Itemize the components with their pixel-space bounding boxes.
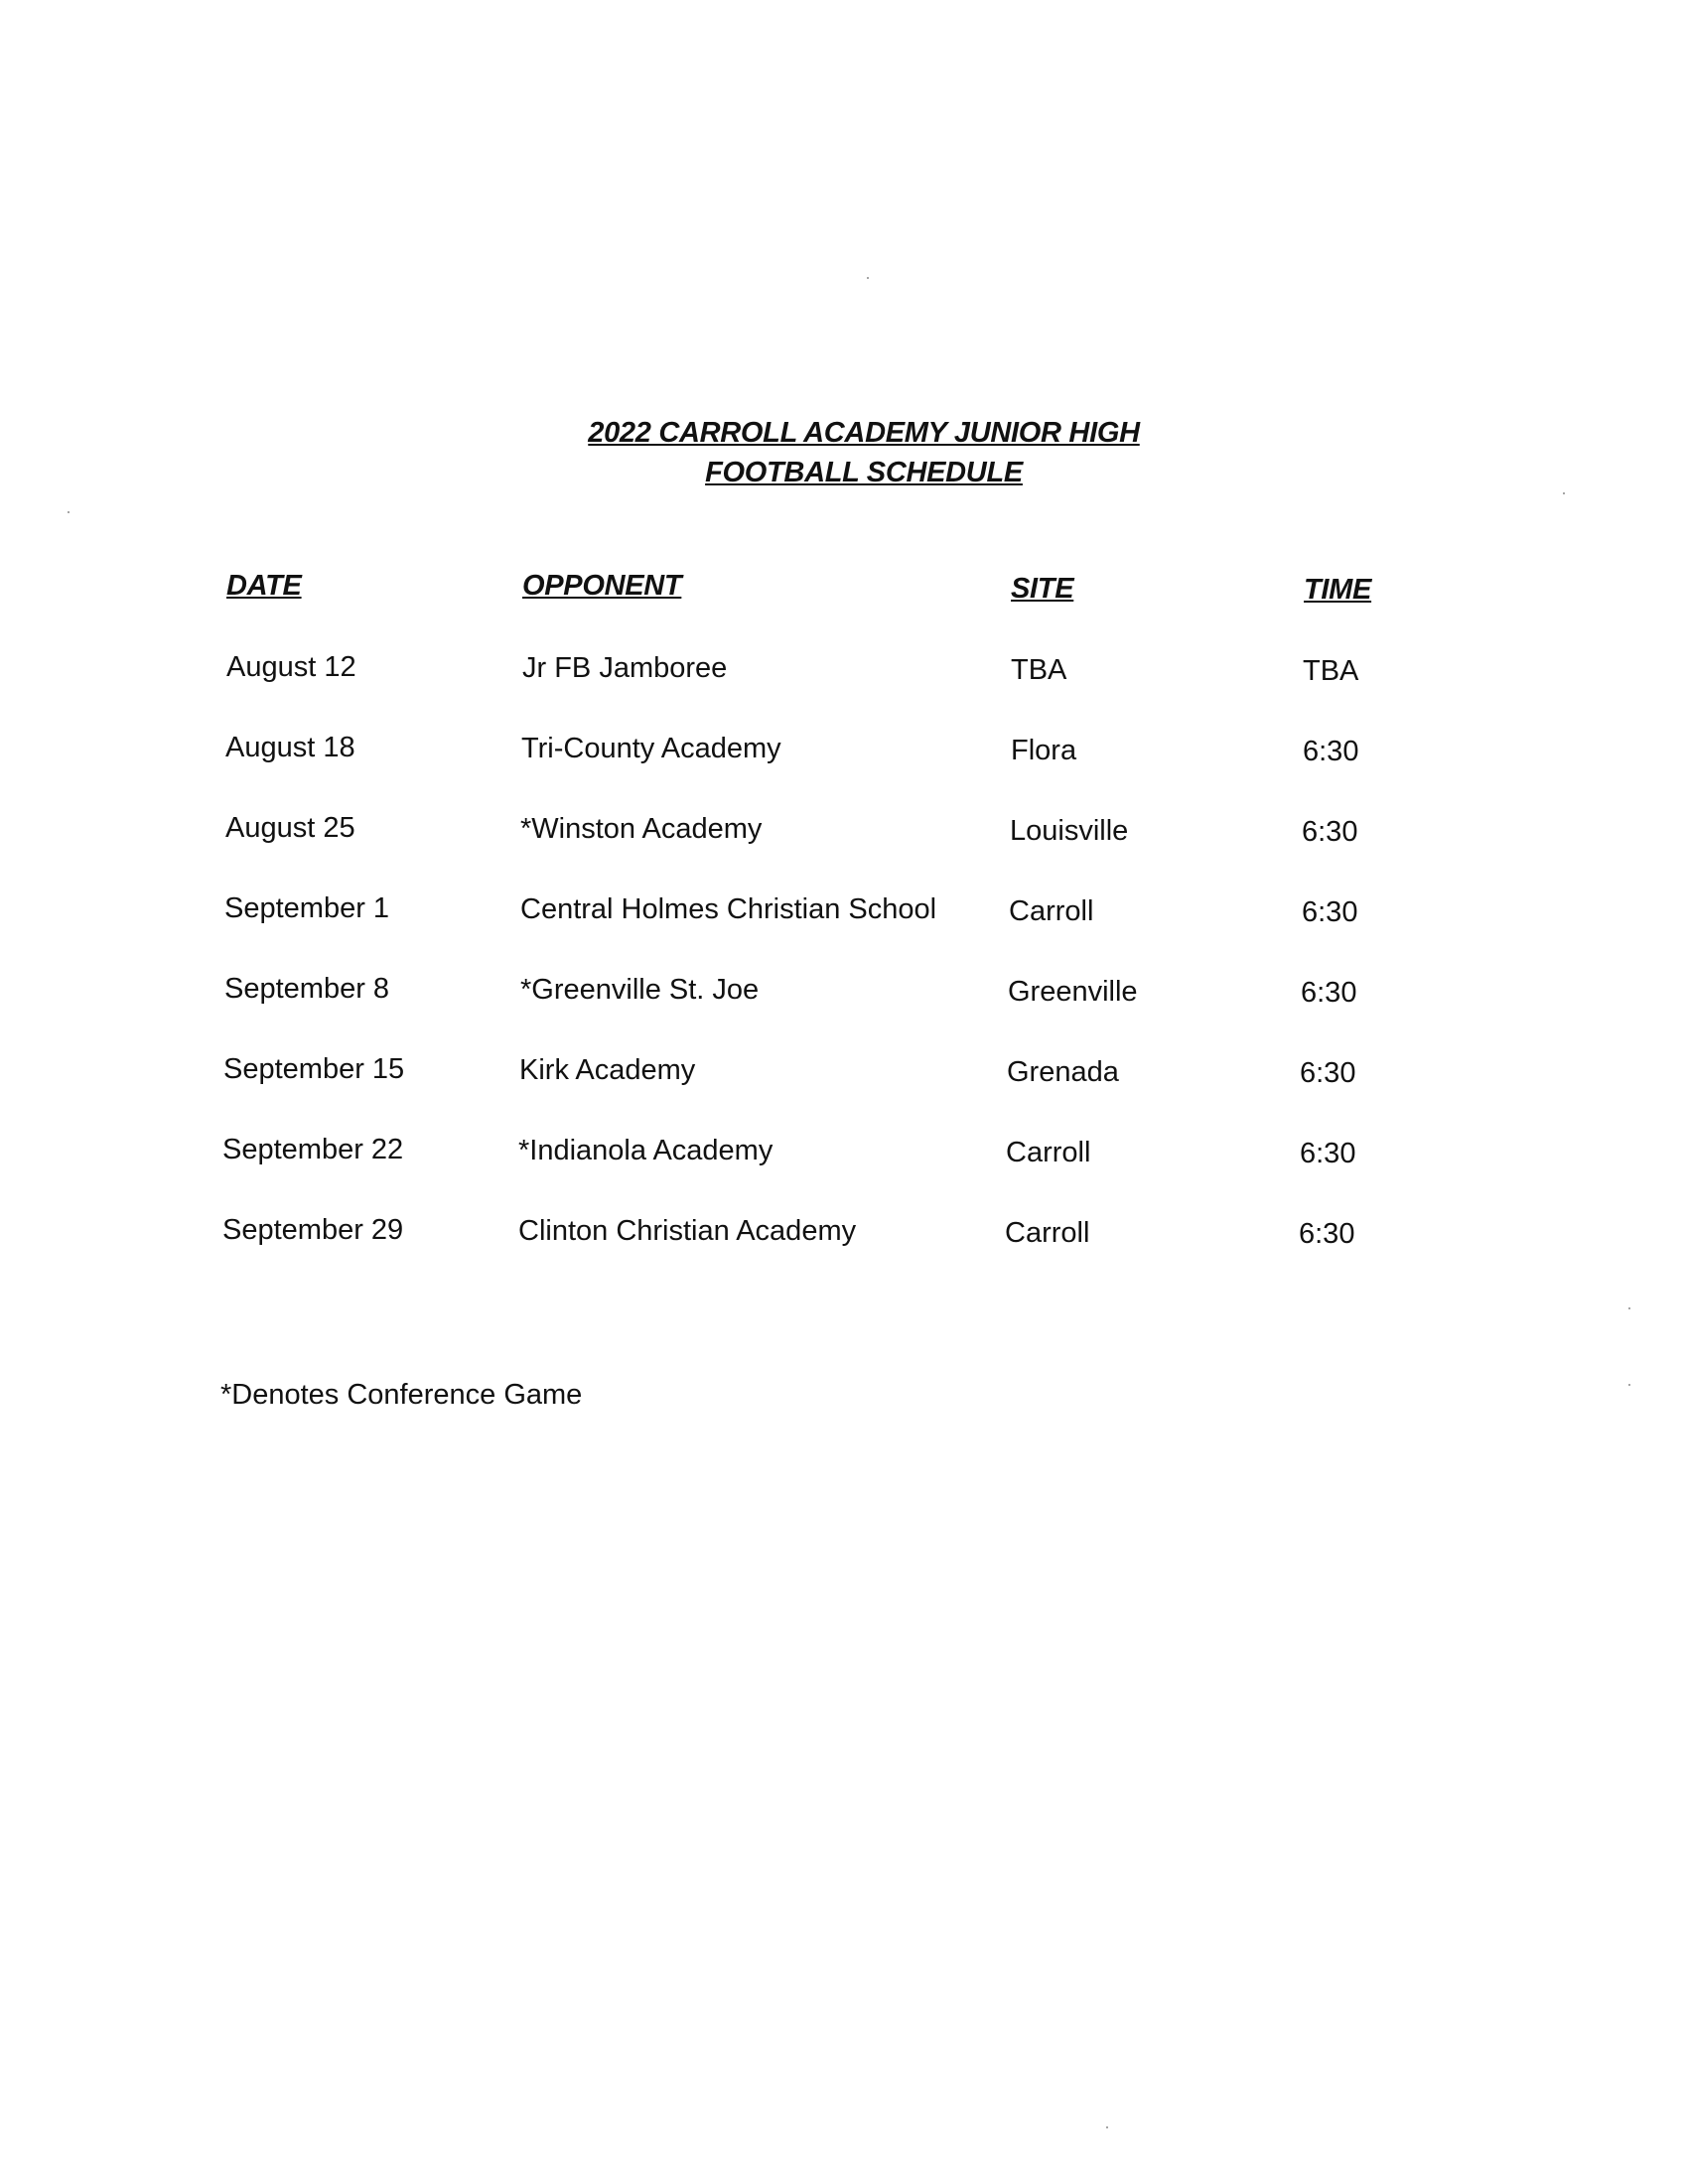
row-8-time: 6:30 bbox=[1299, 1218, 1355, 1250]
header-site: SITE bbox=[1011, 573, 1074, 605]
row-3-date: August 25 bbox=[225, 812, 355, 844]
row-6-opponent: Kirk Academy bbox=[519, 1054, 696, 1086]
scan-speck bbox=[1563, 492, 1565, 494]
row-7-time: 6:30 bbox=[1300, 1138, 1356, 1169]
row-2-site: Flora bbox=[1011, 735, 1077, 766]
row-5-time: 6:30 bbox=[1301, 977, 1357, 1009]
row-5-site: Greenville bbox=[1008, 976, 1138, 1008]
header-time: TIME bbox=[1304, 574, 1372, 606]
row-1-site: TBA bbox=[1011, 654, 1067, 686]
scan-speck bbox=[68, 511, 70, 513]
row-7-date: September 22 bbox=[222, 1134, 404, 1165]
scan-speck bbox=[1628, 1384, 1630, 1386]
header-date: DATE bbox=[226, 570, 302, 602]
row-7-site: Carroll bbox=[1006, 1137, 1091, 1168]
row-6-site: Grenada bbox=[1007, 1056, 1119, 1088]
row-1-time: TBA bbox=[1303, 655, 1359, 687]
title-line-2: FOOTBALL SCHEDULE bbox=[705, 457, 1023, 488]
row-6-date: September 15 bbox=[223, 1053, 405, 1085]
row-6-time: 6:30 bbox=[1300, 1057, 1356, 1089]
row-3-opponent: *Winston Academy bbox=[520, 813, 763, 845]
row-8-opponent: Clinton Christian Academy bbox=[518, 1215, 857, 1247]
title-line-1: 2022 CARROLL ACADEMY JUNIOR HIGH bbox=[588, 417, 1140, 449]
row-3-site: Louisville bbox=[1010, 815, 1129, 847]
row-8-site: Carroll bbox=[1005, 1217, 1090, 1249]
header-opponent: OPPONENT bbox=[522, 570, 682, 602]
row-5-opponent: *Greenville St. Joe bbox=[520, 974, 760, 1006]
row-2-time: 6:30 bbox=[1303, 736, 1359, 767]
row-4-date: September 1 bbox=[224, 892, 390, 924]
row-1-opponent: Jr FB Jamboree bbox=[522, 652, 728, 684]
row-4-time: 6:30 bbox=[1302, 896, 1358, 928]
row-2-date: August 18 bbox=[225, 732, 355, 763]
row-3-time: 6:30 bbox=[1302, 816, 1358, 848]
scan-speck bbox=[1628, 1307, 1630, 1309]
row-1-date: August 12 bbox=[226, 651, 356, 683]
conference-footnote: *Denotes Conference Game bbox=[220, 1379, 583, 1411]
row-2-opponent: Tri-County Academy bbox=[521, 733, 781, 764]
row-4-opponent: Central Holmes Christian School bbox=[520, 893, 937, 925]
row-4-site: Carroll bbox=[1009, 895, 1094, 927]
row-5-date: September 8 bbox=[224, 973, 390, 1005]
row-8-date: September 29 bbox=[222, 1214, 404, 1246]
scan-speck bbox=[1106, 2126, 1108, 2128]
row-7-opponent: *Indianola Academy bbox=[518, 1135, 774, 1166]
scan-speck bbox=[867, 277, 869, 279]
